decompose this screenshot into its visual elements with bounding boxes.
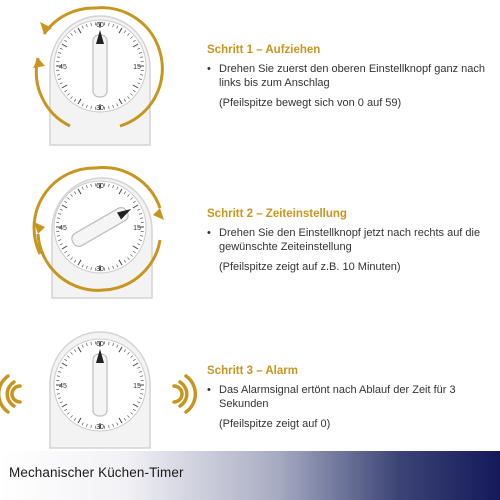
dial-label-30: 30 (96, 424, 104, 431)
arrow-head-icon (33, 58, 45, 68)
sound-waves-left-icon (0, 376, 20, 412)
dial-label-45: 45 (59, 383, 67, 390)
timer-knob (93, 354, 107, 416)
timer-knob (93, 35, 107, 97)
bullet-icon: • (207, 227, 211, 239)
step-bullet (207, 226, 497, 254)
step-note: (Pfeilspitze zeigt auf z.B. 10 Minuten) (219, 261, 401, 273)
step-bullet (207, 62, 497, 90)
bullet-icon: • (207, 384, 211, 396)
step-title: Schritt 3 – Alarm (207, 365, 298, 377)
step-1 (0, 0, 500, 150)
step-title: Schritt 2 – Zeiteinstellung (207, 208, 347, 220)
dial-label-15: 15 (133, 64, 141, 71)
bullet-text: Drehen Sie zuerst den oberen Einstellknopf ganz nach links bis zum Anschlag (219, 63, 486, 89)
dial-label-30: 30 (96, 266, 104, 273)
dial-label-45: 45 (59, 64, 67, 71)
dial-label-15: 15 (133, 383, 141, 390)
timer-illustration-wind (0, 0, 200, 150)
step-3 (0, 320, 500, 470)
footer-banner (0, 451, 500, 500)
step-2-text (207, 208, 497, 274)
step-2 (0, 160, 500, 310)
dial-label-60: 60 (96, 183, 104, 190)
dial-label-15: 15 (133, 225, 141, 232)
dial-label-60: 60 (96, 22, 104, 29)
step-note: (Pfeilspitze bewegt sich von 0 auf 59) (219, 97, 402, 109)
bullet-icon: • (207, 63, 211, 75)
sound-waves-right-icon (174, 376, 195, 412)
arrow-head-icon (153, 208, 164, 220)
step-1-text (207, 44, 497, 110)
step-3-text (207, 365, 497, 431)
step-title: Schritt 1 – Aufziehen (207, 44, 321, 56)
dial-label-45: 45 (59, 225, 67, 232)
dial-label-60: 60 (96, 341, 104, 348)
arrow-head-icon (40, 22, 52, 34)
bullet-text: Das Alarmsignal ertönt nach Ablauf der Zeit für 3 Sekunden (219, 384, 456, 410)
step-note: (Pfeilspitze zeigt auf 0) (219, 418, 331, 430)
step-bullet (207, 383, 497, 411)
footer-title: Mechanischer Küchen-Timer (9, 465, 184, 480)
timer-illustration-set (0, 160, 200, 310)
timer-illustration-alarm (0, 320, 200, 452)
bullet-text: Drehen Sie den Einstellknopf jetzt nach rechts auf die gewünschte Zeiteinstellung (219, 227, 481, 253)
dial-label-30: 30 (96, 105, 104, 112)
